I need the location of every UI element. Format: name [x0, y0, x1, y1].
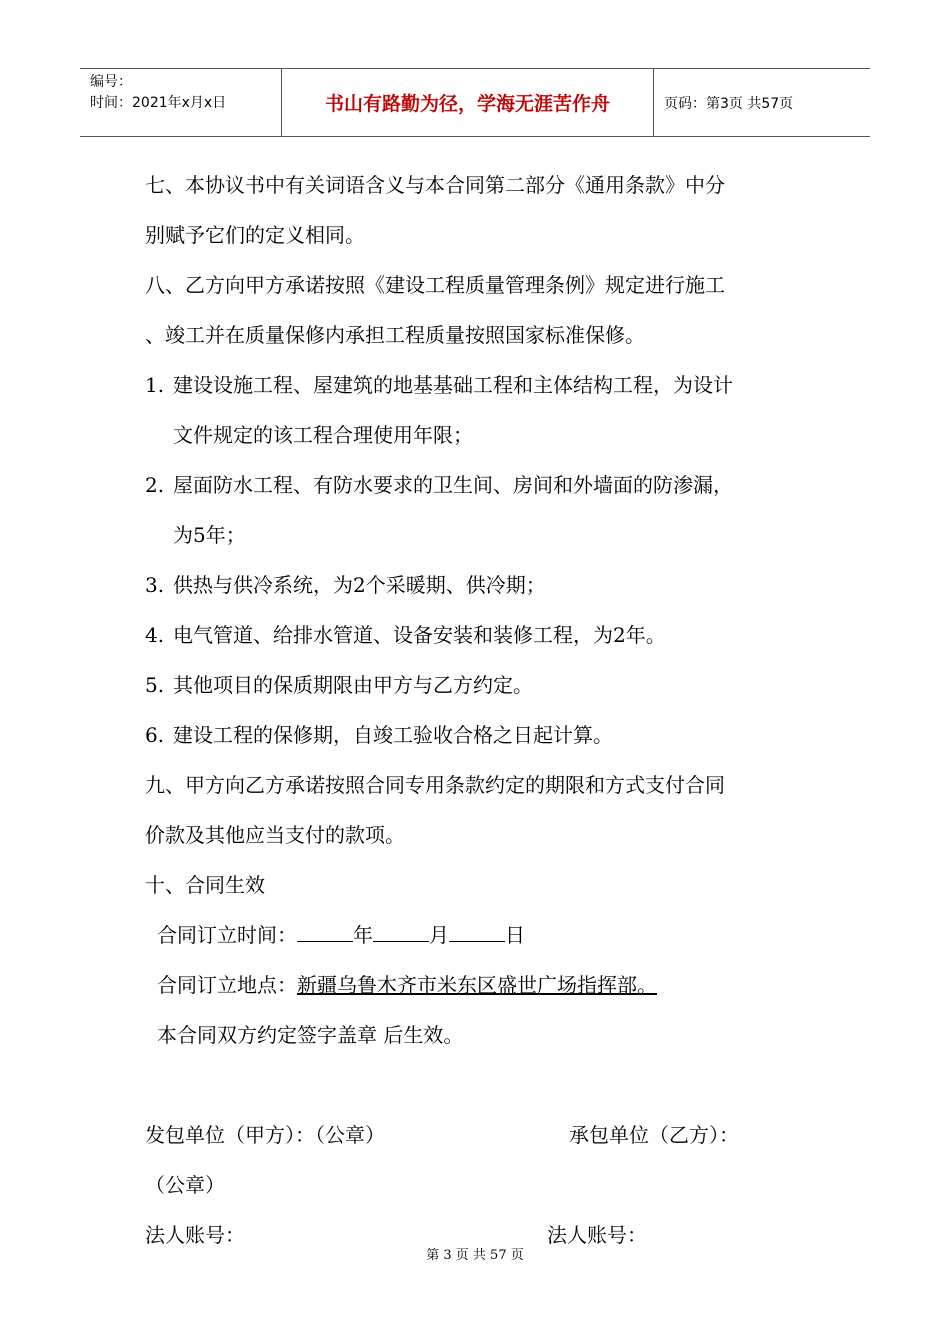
- list-number: 2.: [145, 473, 165, 497]
- header-info: [80, 69, 282, 136]
- list-text: 电气管道、给排水管道、设备安装和装修工程，为2年。: [173, 623, 666, 647]
- paragraph-8-line-2: 、竣工并在质量保修内承担工程质量按照国家标准保修。: [145, 323, 645, 347]
- paragraph-10-title: 十、合同生效: [145, 873, 265, 897]
- page-footer: [0, 1244, 950, 1263]
- header-page-info: [654, 69, 870, 136]
- list-text: 建设设施工程、屋建筑的地基基础工程和主体结构工程，为设计: [173, 373, 733, 397]
- month-label: 月: [429, 923, 449, 947]
- list-item: [145, 560, 815, 610]
- year-label: 年: [353, 923, 373, 947]
- list-number: 3.: [145, 573, 165, 597]
- month-blank: [373, 923, 429, 942]
- signature-row: [145, 1110, 815, 1160]
- effect-statement: 本合同双方约定签字盖章 后生效。: [157, 1023, 464, 1047]
- day-blank: [449, 923, 505, 942]
- list-text: 屋面防水工程、有防水要求的卫生间、房间和外墙面的防渗漏，: [173, 473, 733, 497]
- header-motto: [282, 69, 654, 136]
- sign-place-value: 新疆乌鲁木齐市米东区盛世广场指挥部。: [297, 973, 657, 997]
- day-label: 日: [505, 923, 525, 947]
- list-item: [145, 610, 815, 660]
- doc-time-label: 时间：2021年x月x日: [90, 95, 227, 111]
- page-header: [80, 68, 870, 137]
- paragraph-7-line-2: 别赋予它们的定义相同。: [145, 223, 365, 247]
- doc-code-label: 编号：: [90, 74, 132, 90]
- sign-place-label: 合同订立地点：: [157, 973, 297, 997]
- party-b-seal: （公章）: [145, 1173, 225, 1197]
- paragraph-8-line-1: 八、乙方向甲方承诺按照《建设工程质量管理条例》规定进行施工: [145, 273, 725, 297]
- account-a-label: 法人账号：: [145, 1223, 245, 1247]
- paragraph-9-line-1: 九、甲方向乙方承诺按照合同专用条款约定的期限和方式支付合同: [145, 773, 725, 797]
- list-item: [145, 360, 815, 410]
- year-blank: [297, 923, 353, 942]
- account-b-label: 法人账号：: [547, 1223, 647, 1247]
- list-item: [145, 660, 815, 710]
- paragraph-9-line-2: 价款及其他应当支付的款项。: [145, 823, 405, 847]
- list-number: 4.: [145, 623, 165, 647]
- motto-text: 书山有路勤为径，学海无涯苦作舟: [324, 93, 610, 115]
- list-number: 6.: [145, 723, 165, 747]
- document-body: [145, 160, 815, 1260]
- spacer: [145, 1060, 815, 1110]
- party-a-label: 发包单位（甲方）：（公章）: [145, 1123, 385, 1147]
- list-text: 建设工程的保修期，自竣工验收合格之日起计算。: [173, 723, 613, 747]
- sign-time-row: [145, 910, 815, 960]
- party-b-label: 承包单位（乙方）：: [569, 1123, 739, 1147]
- list-text: 供热与供冷系统，为2个采暖期、供冷期；: [173, 573, 546, 597]
- list-item: [145, 460, 815, 510]
- list-number: 1.: [145, 373, 165, 397]
- page-number-label: 页码：第3页 共57页: [664, 95, 794, 112]
- paragraph-7-line-1: 七、本协议书中有关词语含义与本合同第二部分《通用条款》中分: [145, 173, 725, 197]
- sign-time-label: 合同订立时间：: [157, 923, 297, 947]
- list-item-continuation: 文件规定的该工程合理使用年限；: [173, 423, 473, 447]
- list-item: [145, 710, 815, 760]
- list-number: 5.: [145, 673, 165, 697]
- sign-place-row: [145, 960, 815, 1010]
- footer-page-number: 第 3 页 共 57 页: [426, 1248, 524, 1263]
- list-text: 其他项目的保质期限由甲方与乙方约定。: [173, 673, 533, 697]
- list-item-continuation: 为5年；: [173, 523, 246, 547]
